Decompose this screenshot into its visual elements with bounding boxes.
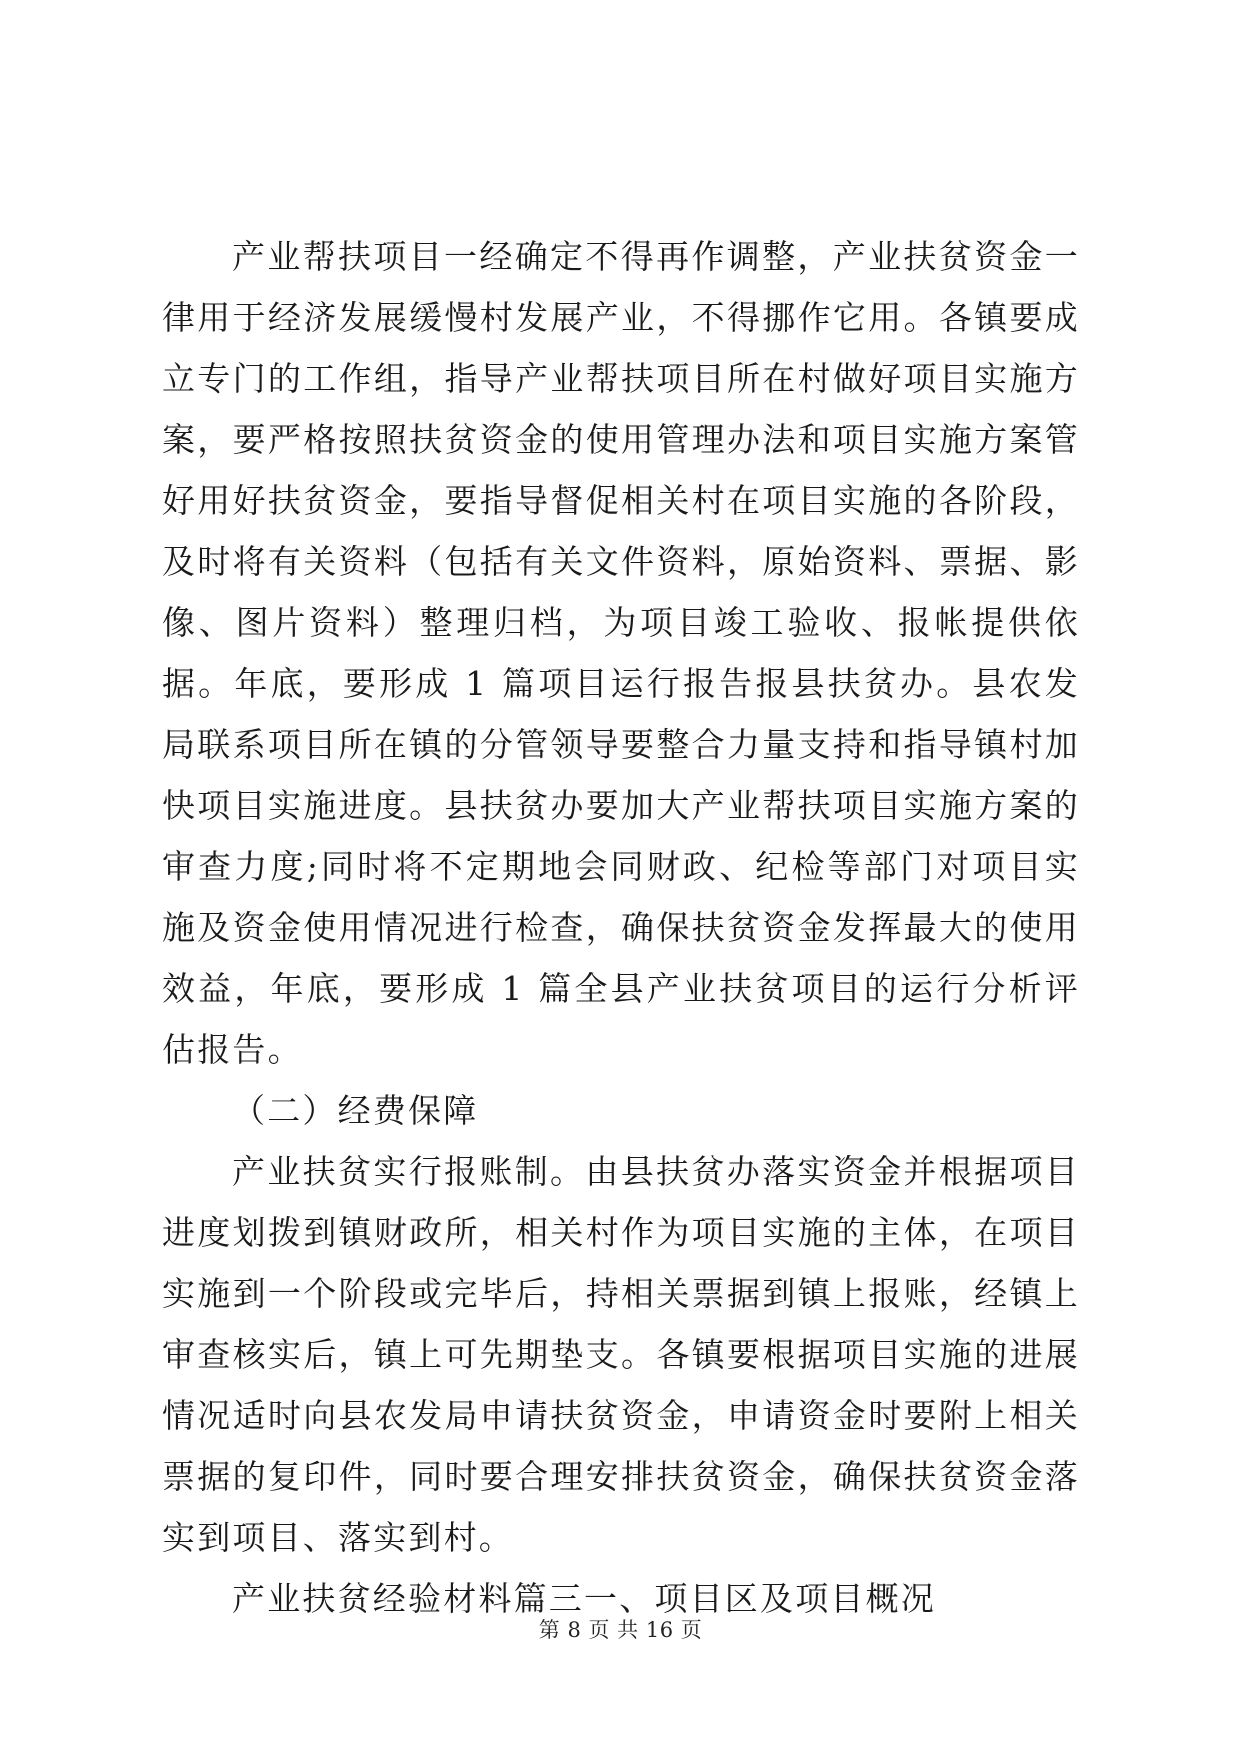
paragraph-project-management: 产业帮扶项目一经确定不得再作调整，产业扶贫资金一律用于经济发展缓慢村发展产业，不得挪作它用。各镇要成立专门的工作组，指导产业帮扶项目所在村做好项目实施方案，要严格按照扶贫资金的使用管理办法和项目实施方案管好用好扶贫资金，要指导督促相关村在项目实施的各阶段，及时将有关资料（包括有关文件资料，原始资料、票据、影像、图片资料）整理归档，为项目竣工验收、报帐提供依据。年底，要形成 1 篇项目运行报告报县扶贫办。县农发局联系项目所在镇的分管领导要整合力量支持和指导镇村加快项目实施进度。县扶贫办要加大产业帮扶项目实施方案的审查力度;同时将不定期地会同财政、纪检等部门对项目实施及资金使用情况进行检查，确保扶贫资金发挥最大的使用效益，年底，要形成 1 篇全县产业扶贫项目的运行分析评估报告。 (162, 237, 1080, 1069)
paragraph-funding: 产业扶贫实行报账制。由县扶贫办落实资金并根据项目进度划拨到镇财政所，相关村作为项目实施的主体，在项目实施到一个阶段或完毕后，持相关票据到镇上报账，经镇上审查核实后，镇上可先期垫支。各镇要根据项目实施的进展情况适时向县农发局申请扶贫资金，申请资金时要附上相关票据的复印件，同时要合理安排扶贫资金，确保扶贫资金落实到项目、落实到村。 (162, 1152, 1080, 1557)
document-body (162, 226, 1080, 1629)
section-heading-funding: （二）经费保障 (232, 1091, 479, 1130)
page-number-footer: 第 8 页 共 16 页 (538, 1618, 703, 1642)
paragraph-next-section: 产业扶贫经验材料篇三一、项目区及项目概况 (232, 1579, 936, 1618)
